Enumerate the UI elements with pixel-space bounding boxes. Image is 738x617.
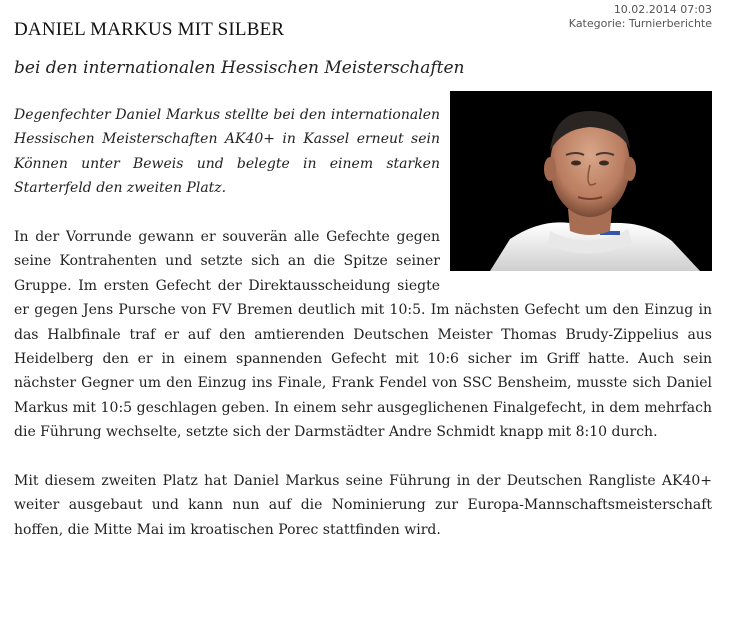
article-meta: [569, 3, 712, 31]
article-lead: Degenfechter Daniel Markus stellte bei den internationalen Hessischen Meisterschaften AK40+ in Kassel erneut sein Können unter Beweis und belegte in einem starken Starterfeld den zweiten Platz.: [14, 107, 440, 197]
article-datetime: 10.02.2014 07:03: [613, 3, 712, 16]
article-title: DANIEL MARKUS MIT SILBER: [14, 19, 285, 40]
article-category: Kategorie: Turnierberichte: [568, 17, 712, 30]
article-subtitle: bei den internationalen Hessischen Meisterschaften: [14, 58, 465, 78]
article-body: [14, 103, 712, 542]
article-paragraph: In der Vorrunde gewann er souverän alle Gefechte gegen seine Kontrahenten und setzte sich an die Spitze seiner Gruppe. Im ersten Gefecht der Direktausscheidung siegte er gegen Jens Pursche von FV Bremen deutlich mit 10:5. Im nächsten Gefecht um den Einzug in das Halbfinale traf er auf den amtierenden Deutschen Meister Thomas Brudy-Zippelius aus Heidelberg den er in einem spannenden Gefecht mit 10:6 sicher im Griff hatte. Auch sein nächster Gegner um den Einzug ins Finale, Frank Fendel von SSC Bensheim, musste sich Daniel Markus mit 10:5 geschlagen geben. In einem sehr ausgeglichenen Finalgefecht, in dem mehrfach die Führung wechselte, setzte sich der Darmstädter Andre Schmidt knapp mit 8:10 durch.: [14, 229, 712, 441]
portrait-illustration: [450, 91, 712, 271]
portrait-photo: [450, 91, 712, 271]
article-paragraph: Mit diesem zweiten Platz hat Daniel Markus seine Führung in der Deutschen Rangliste AK40+ weiter ausgebaut und kann nun auf die Nominierung zur Europa-Mannschaftsmeisterschaft hoffen, die Mitte Mai im kroatischen Porec stattfinden wird.: [14, 473, 712, 538]
